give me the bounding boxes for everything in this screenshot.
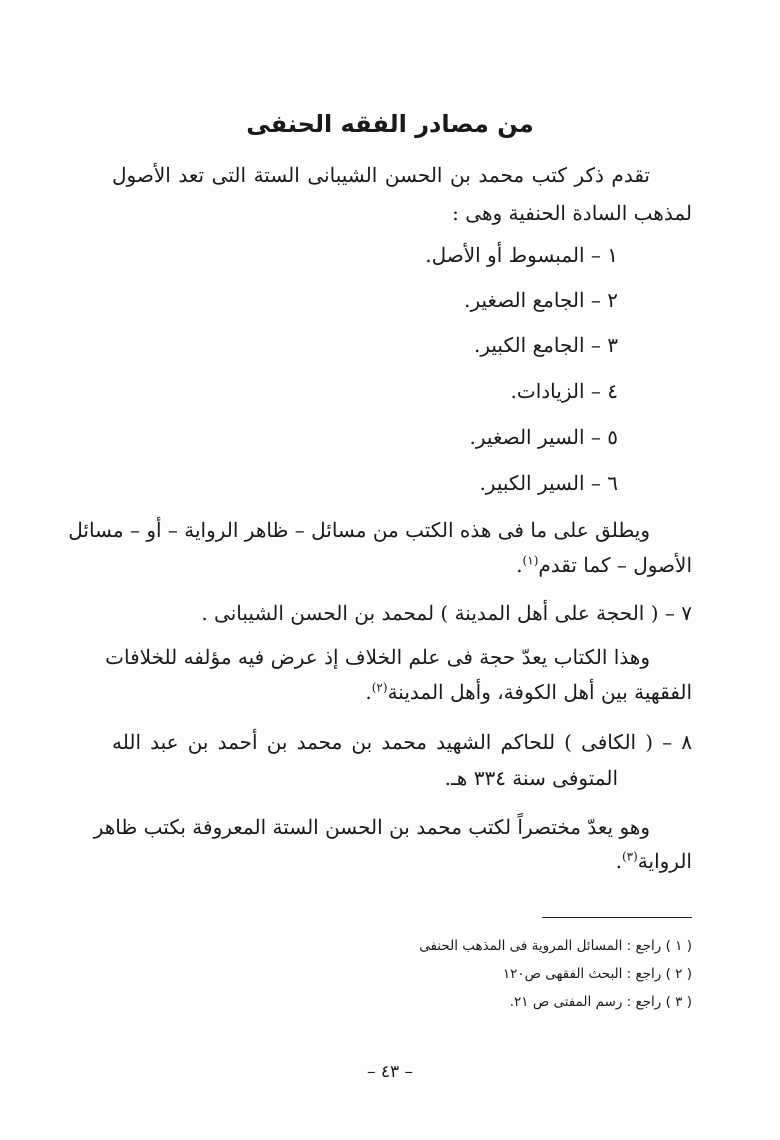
para-kafi-line-2 <box>616 846 692 876</box>
para-hujja-end: . <box>365 680 372 704</box>
para-hujja-line-2 <box>365 677 692 707</box>
intro-line-1: تقدم ذكر كتب محمد بن الحسن الشيبانى الستة التى تعد الأصول <box>112 163 650 187</box>
para-hujja-line-1: وهذا الكتاب يعدّ حجة فى علم الخلاف إذ عرض فيه مؤلفه للخلافات <box>105 645 650 669</box>
para-hujja-text: الفقهية بين أهل الكوفة، وأهل المدينة <box>387 680 692 704</box>
list-item-3: ٣ – الجامع الكبير. <box>474 333 618 357</box>
footnote-2: ( ٢ ) راجع : البحث الفقهى ص١٢٠ <box>502 966 692 982</box>
list-item-8-line-2: المتوفى سنة ٣٣٤ هـ. <box>444 766 618 790</box>
para-kafi-end: . <box>615 849 622 873</box>
para-usul-line-2 <box>516 550 692 580</box>
para-kafi-line-1: وهو يعدّ مختصراً لكتب محمد بن الحسن الستة المعروفة بكتب ظاهر <box>93 815 650 839</box>
para-kafi-text: الرواية <box>637 849 692 873</box>
page-title: من مصادر الفقه الحنفى <box>246 110 534 138</box>
list-item-6: ٦ – السير الكبير. <box>479 471 618 495</box>
list-item-7: ٧ – ( الحجة على أهل المدينة ) لمحمد بن الحسن الشيبانى . <box>201 601 692 625</box>
para-usul-end: . <box>516 553 523 577</box>
page-number: – ٤٣ – <box>366 1062 414 1082</box>
list-item-1: ١ – المبسوط أو الأصل. <box>425 243 618 267</box>
list-item-4: ٤ – الزيادات. <box>510 379 618 403</box>
para-usul-line-1: ويطلق على ما فى هذه الكتب من مسائل – ظاهر الرواية – أو – مسائل <box>68 518 650 542</box>
footnote-divider <box>542 917 692 918</box>
footnote-ref-1[interactable]: (١) <box>522 553 539 568</box>
intro-line-2: لمذهب السادة الحنفية وهى : <box>452 201 692 225</box>
list-item-5: ٥ – السير الصغير. <box>469 425 618 449</box>
footnote-ref-2[interactable]: (٢) <box>371 680 388 695</box>
list-item-8-line-1: ٨ – ( الكافى ) للحاكم الشهيد محمد بن محمد بن أحمد بن عبد الله <box>112 730 692 754</box>
para-usul-text: الأصول – كما تقدم <box>538 553 692 577</box>
footnote-ref-3[interactable]: (٣) <box>621 849 638 864</box>
footnote-3: ( ٣ ) راجع : رسم المفتى ص ٢١. <box>509 994 692 1010</box>
list-item-2: ٢ – الجامع الصغير. <box>464 288 618 312</box>
footnote-1: ( ١ ) راجع : المسائل المروية فى المذهب الحنفى <box>419 938 692 954</box>
